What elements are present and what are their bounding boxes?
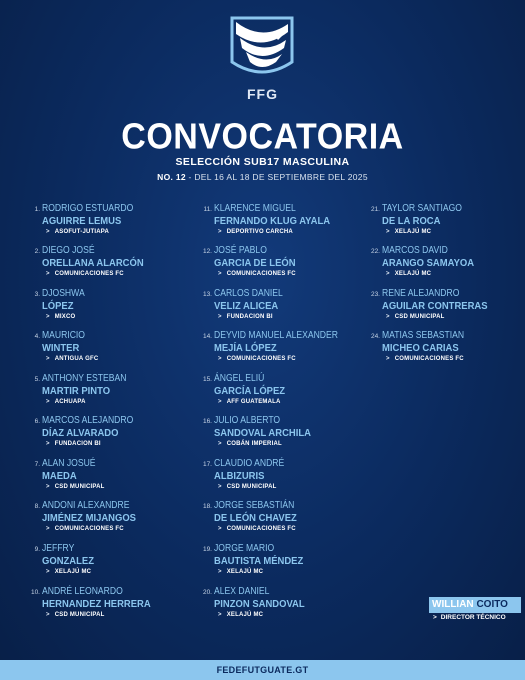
list-item — [198, 242, 368, 284]
player-first-name: TAYLOR SANTIAGO — [382, 203, 462, 214]
list-item — [198, 455, 368, 497]
club-name: AFF GUATEMALA — [226, 399, 281, 405]
chevron-right-icon: > — [218, 314, 222, 320]
player-number: 7. — [34, 461, 40, 468]
club-name: DEPORTIVO CARCHA — [226, 229, 293, 235]
player-number: 13. — [202, 291, 212, 298]
player-last-name: DE LEÓN CHAVEZ — [214, 512, 297, 524]
player-first-name: MARCOS DAVID — [382, 245, 448, 256]
call-dates: - DEL 16 AL 18 DE SEPTIEMBRE DEL 2025 — [185, 172, 368, 182]
player-club — [386, 271, 431, 277]
club-name: COBÁN IMPERIAL — [226, 441, 282, 447]
chevron-right-icon: > — [46, 271, 50, 277]
chevron-right-icon: > — [218, 399, 222, 405]
player-first-name: DJOSHWA — [42, 288, 85, 299]
chevron-right-icon: > — [46, 399, 50, 405]
player-first-name: ANTHONY ESTEBAN — [42, 373, 127, 384]
player-club — [46, 441, 101, 447]
player-number: 15. — [202, 376, 212, 383]
club-name: XELAJÚ MC — [394, 229, 432, 235]
player-club — [218, 314, 273, 320]
player-number: 6. — [34, 418, 40, 425]
player-club — [218, 271, 296, 277]
player-last-name: MEJÍA LÓPEZ — [214, 342, 277, 354]
player-number: 3. — [34, 291, 40, 298]
player-number: 18. — [202, 503, 212, 510]
list-item — [26, 583, 196, 625]
club-name: COMUNICACIONES FC — [226, 526, 296, 532]
player-first-name: CLAUDIO ANDRÉ — [214, 458, 285, 469]
chevron-right-icon: > — [386, 229, 390, 235]
list-item — [366, 285, 525, 327]
list-item — [26, 540, 196, 582]
chevron-right-icon: > — [218, 229, 222, 235]
ffg-logo-icon — [222, 12, 302, 84]
player-club — [218, 399, 281, 405]
player-first-name: JORGE SEBASTIÁN — [214, 500, 295, 511]
chevron-right-icon: > — [46, 484, 50, 490]
list-item — [26, 285, 196, 327]
player-club — [218, 484, 277, 490]
player-club — [46, 484, 105, 490]
player-first-name: MAURICIO — [42, 330, 85, 341]
club-name: COMUNICACIONES FC — [394, 356, 464, 362]
player-number: 12. — [202, 248, 212, 255]
player-number: 8. — [34, 503, 40, 510]
player-club — [218, 356, 296, 362]
chevron-right-icon: > — [46, 229, 50, 235]
player-first-name: ALAN JOSUÉ — [42, 458, 96, 469]
player-first-name: RENE ALEJANDRO — [382, 288, 460, 299]
player-last-name: GARCIA DE LEÓN — [214, 257, 296, 269]
player-number: 14. — [202, 333, 212, 340]
player-last-name: MAEDA — [42, 470, 77, 482]
list-item — [198, 497, 368, 539]
player-last-name: SANDOVAL ARCHILA — [214, 427, 311, 439]
player-club — [386, 229, 431, 235]
coach-role-label: DIRECTOR TÉCNICO — [440, 614, 506, 621]
player-club — [46, 271, 124, 277]
player-number: 9. — [34, 546, 40, 553]
coach-first-name: WILLIAN — [432, 599, 474, 610]
chevron-right-icon: > — [218, 271, 222, 277]
player-first-name: JORGE MARIO — [214, 543, 275, 554]
chevron-right-icon: > — [218, 569, 222, 575]
player-number: 2. — [34, 248, 40, 255]
player-number: 17. — [202, 461, 212, 468]
player-number: 23. — [370, 291, 380, 298]
player-number: 22. — [370, 248, 380, 255]
list-item — [26, 327, 196, 369]
club-name: COMUNICACIONES FC — [54, 526, 124, 532]
player-number: 24. — [370, 333, 380, 340]
player-club — [46, 569, 91, 575]
player-first-name: MATIAS SEBASTIAN — [382, 330, 465, 341]
player-first-name: MARCOS ALEJANDRO — [42, 415, 134, 426]
player-club — [218, 569, 263, 575]
list-item — [198, 200, 368, 242]
player-first-name: JEFFRY — [42, 543, 75, 554]
player-last-name: AGUIRRE LEMUS — [42, 215, 122, 227]
list-item — [26, 412, 196, 454]
club-name: ANTIGUA GFC — [54, 356, 99, 362]
chevron-right-icon: > — [46, 526, 50, 532]
chevron-right-icon: > — [386, 271, 390, 277]
club-name: MIXCO — [54, 314, 76, 320]
player-last-name: DÍAZ ALVARADO — [42, 427, 119, 439]
player-last-name: DE LA ROCA — [382, 215, 441, 227]
club-name: XELAJÚ MC — [226, 569, 264, 575]
list-item — [366, 200, 525, 242]
player-last-name: JIMÉNEZ MIJANGOS — [42, 512, 136, 524]
chevron-right-icon: > — [386, 356, 390, 362]
club-name: XELAJÚ MC — [226, 612, 264, 618]
player-club — [46, 314, 75, 320]
player-last-name: MICHEO CARIAS — [382, 342, 459, 354]
chevron-right-icon: > — [46, 314, 50, 320]
player-first-name: JULIO ALBERTO — [214, 415, 281, 426]
chevron-right-icon: > — [46, 569, 50, 575]
player-last-name: VELIZ ALICEA — [214, 300, 279, 312]
player-club — [218, 526, 296, 532]
list-item — [198, 412, 368, 454]
chevron-right-icon: > — [218, 441, 222, 447]
player-number: 21. — [370, 206, 380, 213]
coach-name — [429, 597, 521, 613]
club-name: CSD MUNICIPAL — [54, 484, 105, 490]
player-club — [386, 314, 445, 320]
player-last-name: MARTIR PINTO — [42, 385, 111, 397]
player-last-name: ORELLANA ALARCÓN — [42, 257, 144, 269]
player-first-name: ANDRÉ LEONARDO — [42, 586, 123, 597]
player-number: 1. — [34, 206, 40, 213]
player-number: 4. — [34, 333, 40, 340]
header — [0, 0, 525, 190]
player-club — [46, 526, 124, 532]
list-item — [198, 583, 368, 625]
chevron-right-icon: > — [46, 612, 50, 618]
player-last-name: FERNANDO KLUG AYALA — [214, 215, 331, 227]
club-name: COMUNICACIONES FC — [226, 356, 296, 362]
list-item — [198, 370, 368, 412]
player-number: 19. — [202, 546, 212, 553]
list-item — [366, 327, 525, 369]
player-last-name: WINTER — [42, 342, 80, 354]
player-first-name: RODRIGO ESTUARDO — [42, 203, 134, 214]
page-subtitle: SELECCIÓN SUB17 MASCULINA — [175, 156, 350, 168]
list-item — [198, 285, 368, 327]
list-item — [26, 497, 196, 539]
call-number: NO. 12 — [157, 172, 186, 182]
player-club — [218, 441, 282, 447]
club-name: CSD MUNICIPAL — [226, 484, 277, 490]
chevron-right-icon: > — [218, 484, 222, 490]
player-first-name: DIEGO JOSÉ — [42, 245, 95, 256]
coach-card — [429, 597, 521, 627]
player-club — [46, 612, 105, 618]
list-item — [26, 200, 196, 242]
player-last-name: GARCÍA LÓPEZ — [214, 385, 286, 397]
chevron-right-icon: > — [433, 614, 437, 621]
player-number: 20. — [202, 589, 212, 596]
footer-bar — [0, 660, 525, 680]
player-number: 16. — [202, 418, 212, 425]
list-item — [26, 370, 196, 412]
club-name: COMUNICACIONES FC — [226, 271, 296, 277]
player-last-name: BAUTISTA MÉNDEZ — [214, 555, 304, 567]
list-item — [26, 242, 196, 284]
list-item — [26, 455, 196, 497]
player-last-name: ARANGO SAMAYOA — [382, 257, 475, 269]
player-number: 11. — [203, 206, 212, 213]
club-name: FUNDACION BI — [226, 314, 273, 320]
player-last-name: PINZON SANDOVAL — [214, 598, 305, 610]
player-first-name: ÁNGEL ELIÚ — [214, 373, 265, 384]
brand-label: FFG — [247, 86, 278, 102]
player-club — [218, 229, 293, 235]
player-last-name: LÓPEZ — [42, 300, 74, 312]
list-item — [198, 327, 368, 369]
coach-last-name: COITO — [476, 599, 508, 610]
page-title: CONVOCATORIA — [121, 117, 404, 157]
chevron-right-icon: > — [46, 441, 50, 447]
player-last-name: AGUILAR CONTRERAS — [382, 300, 488, 312]
chevron-right-icon: > — [386, 314, 390, 320]
chevron-right-icon: > — [46, 356, 50, 362]
list-item — [198, 540, 368, 582]
player-first-name: ALEX DANIEL — [214, 586, 270, 597]
player-last-name: ALBIZURIS — [214, 470, 265, 482]
club-name: ACHUAPA — [54, 399, 86, 405]
player-last-name: GONZALEZ — [42, 555, 94, 567]
player-club — [46, 399, 86, 405]
player-first-name: KLARENCE MIGUEL — [214, 203, 296, 214]
player-number: 5. — [34, 376, 40, 383]
club-name: CSD MUNICIPAL — [54, 612, 105, 618]
player-first-name: DEYVID MANUEL ALEXANDER — [214, 330, 338, 341]
player-club — [218, 612, 263, 618]
chevron-right-icon: > — [218, 526, 222, 532]
player-first-name: JOSÉ PABLO — [214, 245, 267, 256]
club-name: COMUNICACIONES FC — [54, 271, 124, 277]
chevron-right-icon: > — [218, 612, 222, 618]
call-meta — [0, 172, 525, 182]
player-first-name: ANDONI ALEXANDRE — [42, 500, 130, 511]
footer-website-link[interactable]: FEDEFUTGUATE.GT — [216, 665, 309, 675]
player-club — [46, 229, 109, 235]
player-first-name: CARLOS DANIEL — [214, 288, 283, 299]
player-number: 10. — [30, 589, 40, 596]
club-name: XELAJÚ MC — [54, 569, 92, 575]
list-item — [366, 242, 525, 284]
club-name: FUNDACION BI — [54, 441, 101, 447]
coach-role — [429, 614, 506, 621]
club-name: CSD MUNICIPAL — [394, 314, 445, 320]
player-club — [46, 356, 98, 362]
player-club — [386, 356, 464, 362]
player-last-name: HERNANDEZ HERRERA — [42, 598, 151, 610]
chevron-right-icon: > — [218, 356, 222, 362]
club-name: ASOFUT-JUTIAPA — [54, 229, 110, 235]
club-name: XELAJÚ MC — [394, 271, 432, 277]
